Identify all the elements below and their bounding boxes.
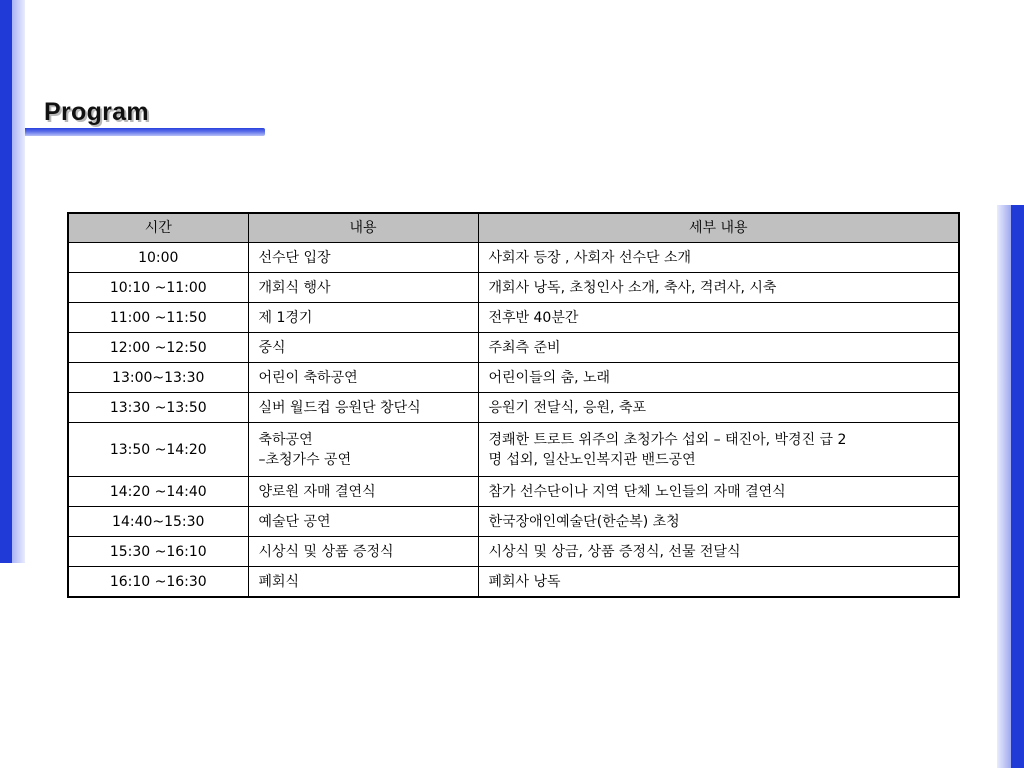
content-cell: 어린이 축하공연: [248, 363, 478, 393]
time-cell: 14:20 ~14:40: [68, 477, 248, 507]
table-row: [68, 423, 959, 477]
content-cell: 중식: [248, 333, 478, 363]
table-header-row: [68, 213, 959, 243]
content-line: –초청가수 공연: [258, 451, 352, 468]
table-row: [68, 507, 959, 537]
content-cell: 선수단 입장: [248, 243, 478, 273]
table-row: [68, 333, 959, 363]
content-cell: 제 1경기: [248, 303, 478, 333]
time-cell: 12:00 ~12:50: [68, 333, 248, 363]
content-cell: 개회식 행사: [248, 273, 478, 303]
right-accent-bar: [1011, 205, 1024, 768]
table-row: [68, 477, 959, 507]
slide-title: Program: [44, 98, 149, 126]
detail-cell: 개회사 낭독, 초청인사 소개, 축사, 격려사, 시축: [478, 273, 959, 303]
time-cell: 13:00~13:30: [68, 363, 248, 393]
time-cell: 10:10 ~11:00: [68, 273, 248, 303]
detail-cell: 한국장애인예술단(한순복) 초청: [478, 507, 959, 537]
program-table: [67, 212, 960, 598]
detail-cell: 응원기 전달식, 응원, 축포: [478, 393, 959, 423]
header-time: 시간: [68, 213, 248, 243]
content-cell: 예술단 공연: [248, 507, 478, 537]
detail-cell: 주최측 준비: [478, 333, 959, 363]
detail-cell: 전후반 40분간: [478, 303, 959, 333]
content-cell: 양로원 자매 결연식: [248, 477, 478, 507]
time-cell: 11:00 ~11:50: [68, 303, 248, 333]
header-content: 내용: [248, 213, 478, 243]
detail-cell: 폐회사 낭독: [478, 567, 959, 598]
time-cell: 14:40~15:30: [68, 507, 248, 537]
content-cell: [248, 423, 478, 477]
table-row: [68, 243, 959, 273]
table-row: [68, 393, 959, 423]
table-row: [68, 537, 959, 567]
time-cell: 10:00: [68, 243, 248, 273]
detail-cell: 사회자 등장 , 사회자 선수단 소개: [478, 243, 959, 273]
left-accent-bar-light: [12, 0, 25, 563]
table-row: [68, 273, 959, 303]
content-line: 축하공연: [258, 431, 313, 448]
time-cell: 15:30 ~16:10: [68, 537, 248, 567]
time-cell: 13:30 ~13:50: [68, 393, 248, 423]
table-row: [68, 303, 959, 333]
left-accent-bar: [0, 0, 12, 563]
content-cell: 실버 월드컵 응원단 창단식: [248, 393, 478, 423]
time-cell: 13:50 ~14:20: [68, 423, 248, 477]
table-row: [68, 363, 959, 393]
table-row: [68, 567, 959, 598]
detail-cell: [478, 423, 959, 477]
detail-line: 명 섭외, 일산노인복지관 밴드공연: [488, 451, 696, 468]
right-accent-bar-light: [997, 205, 1011, 768]
detail-cell: 어린이들의 춤, 노래: [478, 363, 959, 393]
content-cell: 폐회식: [248, 567, 478, 598]
detail-cell: 시상식 및 상금, 상품 증정식, 선물 전달식: [478, 537, 959, 567]
detail-line: 경쾌한 트로트 위주의 초청가수 섭외 – 태진아, 박경진 급 2: [488, 431, 847, 448]
time-cell: 16:10 ~16:30: [68, 567, 248, 598]
header-detail: 세부 내용: [478, 213, 959, 243]
detail-cell: 참가 선수단이나 지역 단체 노인들의 자매 결연식: [478, 477, 959, 507]
content-cell: 시상식 및 상품 증정식: [248, 537, 478, 567]
title-underline: [25, 128, 265, 136]
